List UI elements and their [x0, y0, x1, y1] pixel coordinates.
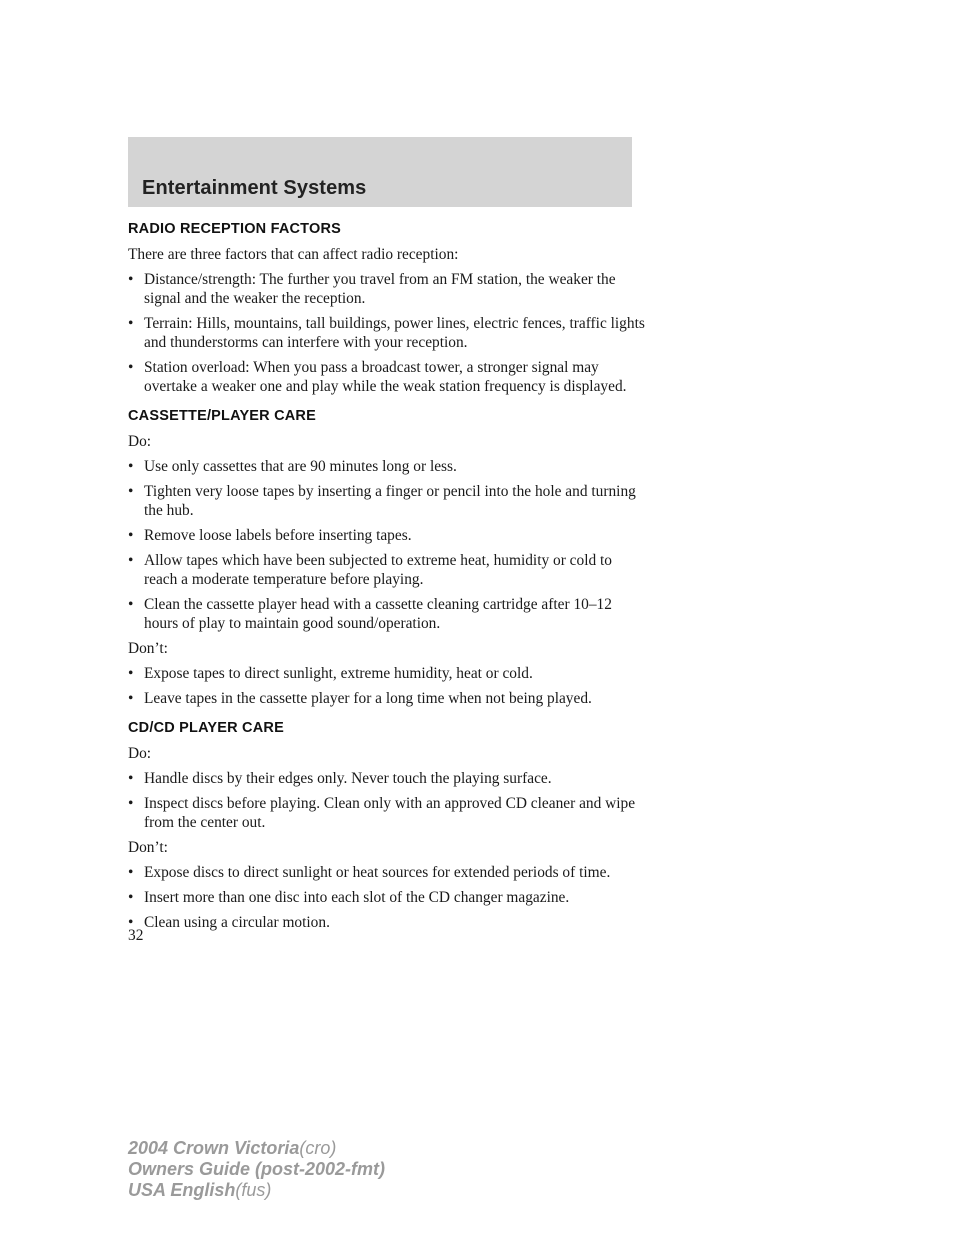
section-intro: There are three factors that can affect radio reception: — [128, 246, 459, 263]
bullet-list — [128, 270, 648, 396]
section-radio-reception — [128, 220, 648, 396]
list-item: • Terrain: Hills, mountains, tall buildings, power lines, electric fences, traffic lights and thunderstorms can interfere with your reception. — [128, 315, 645, 351]
section-cd-care — [128, 719, 648, 932]
dont-list — [128, 863, 648, 932]
list-item: • Leave tapes in the cassette player for a long time when not being played. — [128, 690, 592, 707]
bullet-icon: • — [128, 864, 134, 881]
section-heading: CASSETTE/PLAYER CARE — [128, 408, 316, 424]
bullet-icon: • — [128, 483, 134, 500]
list-item: • Tighten very loose tapes by inserting a finger or pencil into the hole and turning the hub. — [128, 483, 636, 519]
section-heading: CD/CD PLAYER CARE — [128, 720, 284, 736]
dont-list — [128, 664, 648, 708]
list-item: • Distance/strength: The further you travel from an FM station, the weaker the signal and the weaker the reception. — [128, 271, 616, 307]
section-cassette-care — [128, 407, 648, 708]
list-item: • Insert more than one disc into each slot of the CD changer magazine. — [128, 889, 570, 906]
bullet-icon: • — [128, 315, 134, 332]
list-item: • Allow tapes which have been subjected to extreme heat, humidity or cold to reach a moderate temperature before playing. — [128, 552, 612, 588]
list-item: • Handle discs by their edges only. Never touch the playing surface. — [128, 770, 552, 787]
footer-line-language: USA English(fus) — [128, 1180, 272, 1200]
section-heading: RADIO RECEPTION FACTORS — [128, 221, 341, 237]
do-list — [128, 457, 648, 633]
list-item: • Station overload: When you pass a broadcast tower, a stronger signal may overtake a weaker one and play while the weak station frequency is displayed. — [128, 359, 627, 395]
bullet-icon: • — [128, 914, 134, 931]
bullet-icon: • — [128, 596, 134, 613]
do-list — [128, 769, 648, 832]
list-item: • Use only cassettes that are 90 minutes long or less. — [128, 458, 457, 475]
document-footer — [128, 1138, 385, 1201]
dont-label: Don’t: — [128, 640, 168, 657]
list-item: • Clean using a circular motion. — [128, 914, 330, 931]
do-label: Do: — [128, 745, 152, 762]
do-label: Do: — [128, 433, 152, 450]
list-item: • Expose discs to direct sunlight or heat sources for extended periods of time. — [128, 864, 611, 881]
list-item: • Clean the cassette player head with a cassette cleaning cartridge after 10–12 hours of play to maintain good sound/operation. — [128, 596, 612, 632]
bullet-icon: • — [128, 690, 134, 707]
footer-line-guide: Owners Guide (post-2002-fmt) — [128, 1159, 386, 1179]
bullet-icon: • — [128, 770, 134, 787]
bullet-icon: • — [128, 795, 134, 812]
bullet-icon: • — [128, 665, 134, 682]
list-item: • Expose tapes to direct sunlight, extreme humidity, heat or cold. — [128, 665, 533, 682]
section-header-band — [128, 137, 632, 207]
list-item: • Remove loose labels before inserting tapes. — [128, 527, 412, 544]
bullet-icon: • — [128, 889, 134, 906]
list-item: • Inspect discs before playing. Clean only with an approved CD cleaner and wipe from the center out. — [128, 795, 636, 831]
page-number: 32 — [128, 927, 144, 944]
footer-line-vehicle: 2004 Crown Victoria(cro) — [128, 1138, 337, 1158]
page-content — [128, 220, 648, 943]
dont-label: Don’t: — [128, 839, 168, 856]
bullet-icon: • — [128, 359, 134, 376]
bullet-icon: • — [128, 458, 134, 475]
bullet-icon: • — [128, 527, 134, 544]
bullet-icon: • — [128, 552, 134, 569]
bullet-icon: • — [128, 271, 134, 288]
section-title: Entertainment Systems — [142, 177, 367, 199]
